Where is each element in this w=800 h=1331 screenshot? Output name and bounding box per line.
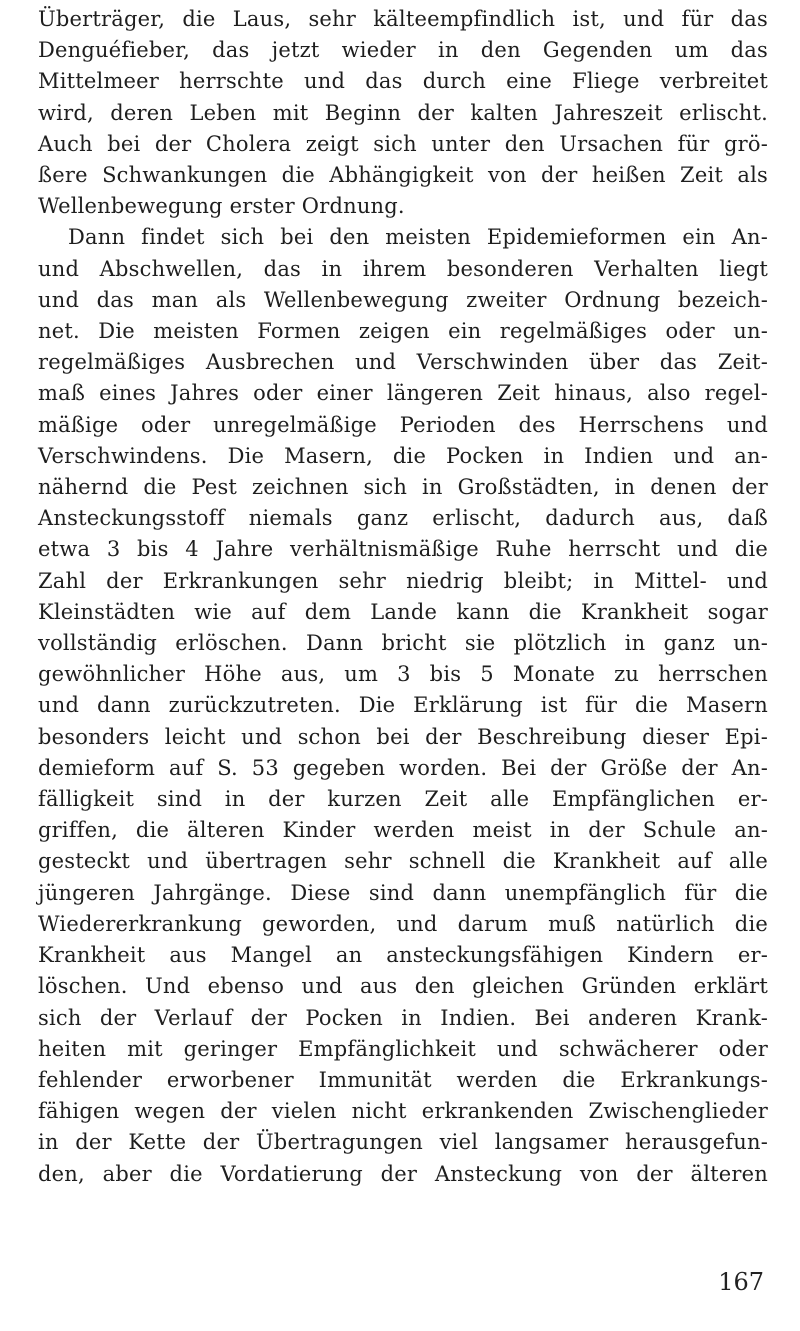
text-line: und Abschwellen, das in ihrem besonderen Verhalten liegt [38, 256, 768, 281]
text-line: gewöhnlicher Höhe aus, um 3 bis 5 Monate zu herrschen [38, 662, 768, 687]
text-line: Zahl der Erkrankungen sehr niedrig bleibt; in Mittel- und [38, 568, 768, 593]
text-line: Dann findet sich bei den meisten Epidemieformen ein An- [68, 225, 768, 250]
text-line: sich der Verlauf der Pocken in Indien. Bei anderen Krank- [38, 1005, 768, 1030]
text-line: etwa 3 bis 4 Jahre verhältnismäßige Ruhe herrscht und die [38, 537, 768, 562]
text-line: besonders leicht und schon bei der Beschreibung dieser Epi- [38, 724, 768, 749]
text-line: jüngeren Jahrgänge. Diese sind dann unempfänglich für die [38, 880, 768, 905]
text-line: fähigen wegen der vielen nicht erkrankenden Zwischenglieder [38, 1099, 768, 1124]
text-line: löschen. Und ebenso und aus den gleichen Gründen erklärt [38, 974, 768, 999]
paragraph-2 [38, 222, 768, 1189]
text-line: Wellenbewegung erster Ordnung. [38, 194, 405, 219]
text-line: fehlender erworbener Immunität werden die Erkrankungs- [38, 1067, 768, 1092]
page-number: 167 [718, 1268, 764, 1296]
text-line: fälligkeit sind in der kurzen Zeit alle Empfänglichen er- [38, 787, 768, 812]
text-line: demieform auf S. 53 gegeben worden. Bei der Größe der An- [38, 755, 768, 780]
text-line: Überträger, die Laus, sehr kälteempfindlich ist, und für das [38, 7, 768, 31]
text-line: ßere Schwankungen die Abhängigkeit von der heißen Zeit als [38, 163, 768, 188]
page-body [38, 4, 768, 1190]
text-line: Denguéfieber, das jetzt wieder in den Gegenden um das [38, 38, 768, 63]
text-line: maß eines Jahres oder einer längeren Zeit hinaus, also regel- [38, 381, 768, 406]
text-line: und das man als Wellenbewegung zweiter Ordnung bezeich- [38, 287, 768, 312]
text-line: Krankheit aus Mangel an ansteckungsfähigen Kindern er- [38, 943, 768, 968]
text-line: den, aber die Vordatierung der Ansteckung von der älteren [38, 1161, 768, 1186]
text-line: in der Kette der Übertragungen viel langsamer herausgefun- [38, 1130, 768, 1155]
text-line: gesteckt und übertragen sehr schnell die Krankheit auf alle [38, 849, 768, 874]
text-line: Ansteckungsstoff niemals ganz erlischt, dadurch aus, daß [38, 506, 768, 531]
text-line: griffen, die älteren Kinder werden meist in der Schule an- [38, 818, 768, 843]
text-line: vollständig erlöschen. Dann bricht sie plötzlich in ganz un- [38, 631, 768, 656]
text-line: Verschwindens. Die Masern, die Pocken in Indien und an- [38, 443, 768, 468]
text-line: mäßige oder unregelmäßige Perioden des Herrschens und [38, 412, 768, 437]
text-line: Wiedererkrankung geworden, und darum muß natürlich die [38, 911, 768, 936]
text-line: und dann zurückzutreten. Die Erklärung ist für die Masern [38, 693, 768, 718]
text-line: Auch bei der Cholera zeigt sich unter den Ursachen für grö- [38, 131, 768, 156]
text-line: nähernd die Pest zeichnen sich in Großstädten, in denen der [38, 475, 768, 500]
text-line: wird, deren Leben mit Beginn der kalten Jahreszeit erlischt. [38, 100, 768, 125]
text-line: regelmäßiges Ausbrechen und Verschwinden über das Zeit- [38, 350, 768, 375]
text-line: heiten mit geringer Empfänglichkeit und schwächerer oder [38, 1036, 768, 1061]
text-line: Kleinstädten wie auf dem Lande kann die Krankheit sogar [38, 599, 768, 624]
paragraph-1 [38, 4, 768, 222]
text-line: net. Die meisten Formen zeigen ein regelmäßiges oder un- [38, 319, 768, 344]
text-line: Mittelmeer herrschte und das durch eine Fliege verbreitet [38, 69, 768, 94]
